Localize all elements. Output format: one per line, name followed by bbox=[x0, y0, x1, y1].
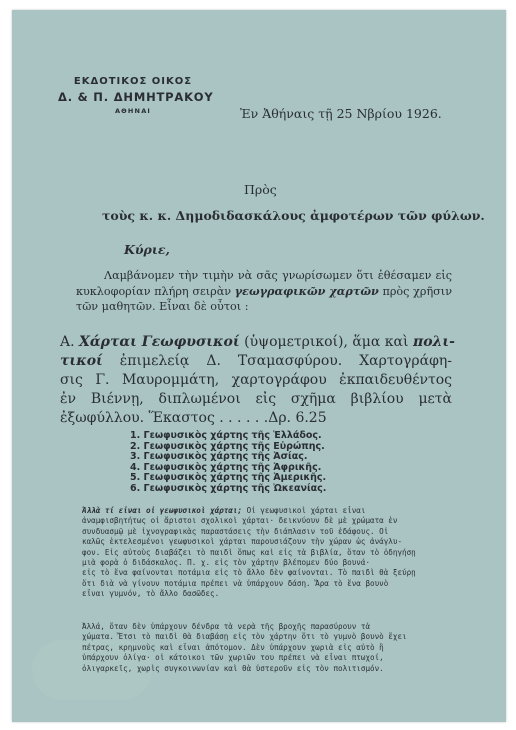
letter-sheet bbox=[12, 10, 506, 722]
maps-list bbox=[130, 431, 326, 494]
list-item: 5. Γεωφυσικὸς χάρτης τῆς Ἀμερικῆς. bbox=[130, 472, 327, 483]
list-item: 1. Γεωφυσικὸς χάρτης τῆς Ἑλλάδος. bbox=[130, 430, 322, 441]
para2-line: ὀλιγαρκεῖς, χωρὶς συγκοινωνίαν καὶ θὰ ὑστεροῦν εἰς τὸν πολιτισμόν. bbox=[82, 663, 384, 673]
salutation: Κύριε, bbox=[124, 242, 170, 257]
letter-date: Ἐν Ἀθήναις τῇ 25 Νβρίου 1926. bbox=[240, 106, 442, 121]
product-line-3: σις Γ. Μαυρομμάτη, χαρτογράφου ἐκπαιδευθέντος bbox=[60, 372, 452, 388]
para1-line: ὅτι διὰ νὰ γίνουν ποτάμια πρέπει νὰ ὑπάρχουν δάση. Ἄρα τὸ ἕνα βουνὸ bbox=[82, 578, 389, 588]
product-line-1: Α. Χάρται Γεωφυσικοί (ὑψομετρικοί), ἅμα καὶ πολι- bbox=[60, 334, 455, 350]
list-item: 6. Γεωφυσικὸς χάρτης τῆς Ὠκεανίας. bbox=[130, 482, 327, 494]
explanation-paragraph-1 bbox=[82, 506, 454, 600]
para1-line: εἰς τὸ ἕνα φαίνονται ποτάμια εἰς τὸ ἄλλο δὲν φαίνονται. Τὸ παιδὶ θὰ ξεύρῃ bbox=[82, 568, 416, 578]
para1-line-1: Ἀλλὰ τί εἶναι οἱ γεωφυσικοὶ χάρται; Οἱ γεωφυσικοὶ χάρται εἶναι bbox=[82, 506, 366, 515]
explanation-paragraph-2 bbox=[82, 622, 454, 674]
product-entry-a bbox=[60, 333, 455, 428]
para1-line: φον. Εἰς αὐτοὺς διαβάζει τὸ παιδὶ ὅπως καὶ εἰς τὰ βιβλία, ὅταν τὸ ὁδηγήσῃ bbox=[82, 547, 416, 557]
para2-line: Ἀλλά, ὅταν δὲν ὑπάρχουν δένδρα τὰ νερὰ τῆς βροχῆς παρασύρουν τὰ bbox=[82, 622, 371, 631]
intro-line-2: κυκλοφορίαν πλήρη σειρὰν γεωγραφικῶν χαρτῶν πρὸς χρῆσιν bbox=[76, 283, 452, 298]
product-price: Δρ. 6.25 bbox=[268, 410, 327, 426]
addressee: τοὺς κ. κ. Δημοδιδασκάλους ἀμφοτέρων τῶν φύλων. bbox=[102, 208, 485, 223]
para1-line: εἶναι γυμνόν, τὸ ἄλλο δασῶδες. bbox=[82, 589, 220, 599]
publisher-name: Δ. & Π. ΔΗΜΗΤΡΑΚΟΥ bbox=[58, 90, 214, 104]
para2-line: χώματα. Ἔτσι τὸ παιδὶ θὰ διαβάσῃ εἰς τὸν χάρτην ὅτι τὸ γυμνὸ βουνὸ ἔχει bbox=[82, 632, 407, 642]
heading-pros: Πρὸς bbox=[244, 182, 277, 197]
para1-line: καλῶς ἐκτελεσμένοι γεωφυσικοὶ χάρται παρουσιάζουν τὴν χώραν ὡς ἀνάγλυ- bbox=[82, 537, 403, 547]
product-title: Χάρται Γεωφυσικοί bbox=[79, 334, 240, 350]
publisher-letterhead bbox=[58, 76, 214, 115]
para1-question: Ἀλλὰ τί εἶναι οἱ γεωφυσικοὶ χάρται; bbox=[82, 506, 243, 515]
intro-paragraph bbox=[76, 268, 452, 315]
intro-line-3: τῶν μαθητῶν. Εἶναι δὲ οὗτοι : bbox=[76, 300, 249, 313]
product-line-4: ἐν Βιέννῃ, διπλωμένοι εἰς σχῆμα βιβλίου μετὰ bbox=[60, 391, 452, 407]
list-item: 4. Γεωφυσικὸς χάρτης τῆς Ἀφρικῆς. bbox=[130, 461, 322, 473]
intro-line-1: Λαμβάνομεν τὴν τιμὴν νὰ σᾶς γνωρίσωμεν ὅτι ἐθέσαμεν εἰς bbox=[104, 269, 452, 282]
publisher-line-1: ΕΚΔΟΤΙΚΟΣ ΟΙΚΟΣ bbox=[73, 76, 193, 87]
product-line-2: τικοί ἐπιμελείᾳ Δ. Τσαμασφύρου. Χαρτογράφη- bbox=[60, 353, 452, 369]
para1-line: συνδυασμῷ μὲ ἰχνογραφικὰς παραστάσεις τὴν διάπλασιν τοῦ ἐδάφους. Οἱ bbox=[82, 526, 389, 536]
para1-line: μιὰ φορὰ ὁ διδάσκαλος. Π. χ. εἰς τὸν χάρτην βλέπομεν δύο βουνά· bbox=[82, 558, 371, 568]
publisher-city: ΑΘΗΝΑΙ bbox=[114, 107, 152, 115]
list-item: 3. Γεωφυσικὸς χάρτης τῆς Ἀσίας. bbox=[130, 451, 308, 462]
para2-line: ὑπάρχουν ὀλίγα· οἱ κάτοικοι τῶν χωριῶν του πρέπει νὰ εἶναι πτωχοί, bbox=[82, 653, 384, 663]
emphasis-geographic-maps: γεωγραφικῶν χαρτῶν bbox=[234, 283, 379, 298]
product-line-5: ἐξωφύλλου. Ἕκαστος . . . . . .Δρ. 6.25 bbox=[60, 410, 327, 426]
para1-line: ἀναμφισβητήτως οἱ ἄριστοι σχολικοὶ χάρται· δεικνύουν δὲ μὲ χρώματα ἐν bbox=[82, 516, 398, 526]
list-item: 2. Γεωφυσικὸς χάρτης τῆς Εὐρώπης. bbox=[130, 440, 325, 452]
para2-line: πέτρας, κρημνοὺς καὶ εἶναι ἀπότομον. Δὲν ὑπάρχουν χωριὰ εἰς αὐτὸ ἢ bbox=[82, 642, 384, 652]
